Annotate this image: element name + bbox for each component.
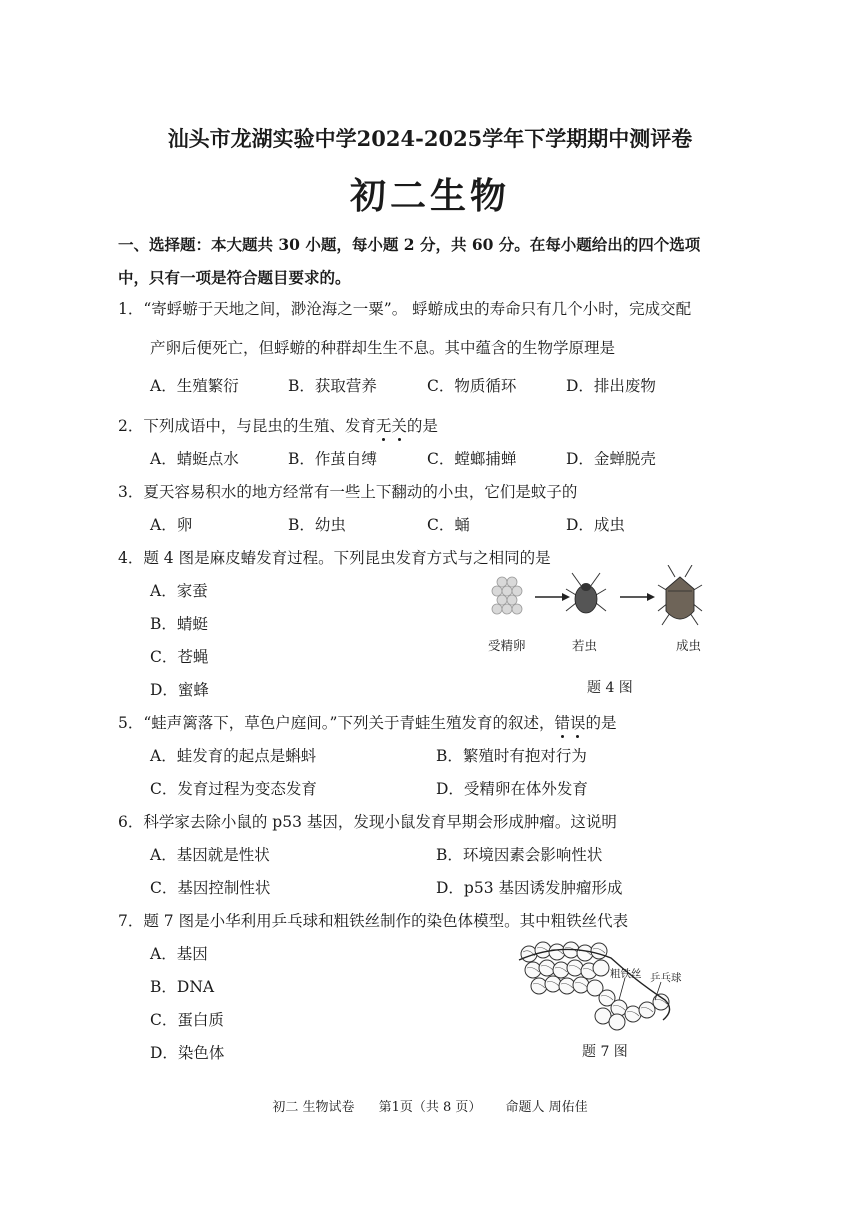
question-5-stem-b: 的是: [585, 714, 617, 732]
section-instructions-line2: 中，只有一项是符合题目要求的。: [118, 268, 351, 287]
question-2-option-a: A．蜻蜓点水: [150, 450, 239, 468]
figure-4-label-adult: 成虫: [676, 638, 702, 653]
figure-4-label-nymph: 若虫: [572, 638, 598, 653]
question-4-option-a: A．家蚕: [150, 582, 208, 600]
question-5-option-c: C．发育过程为变态发育: [150, 780, 317, 798]
question-1-stem-line1: 1．“寄蜉蝣于天地之间，渺沧海之一粟”。 蜉蝣成虫的寿命只有几个小时，完成交配: [118, 300, 692, 318]
question-1-option-d: D．排出废物: [566, 377, 656, 395]
question-3-option-c: C．蛹: [427, 516, 470, 534]
question-1-option-c: C．物质循环: [427, 377, 517, 395]
adult-stink-bug-icon: [658, 565, 702, 625]
question-3-option-a: A．卵: [150, 516, 193, 534]
question-5-option-a: A．蛙发育的起点是蝌蚪: [150, 747, 317, 765]
page-footer: [0, 1096, 860, 1115]
question-7-option-b: B．DNA: [150, 978, 215, 996]
question-2-emphasis-2: 关: [391, 417, 407, 435]
figure-4-caption: 题 4 图: [587, 680, 633, 696]
question-3-option-d: D．成虫: [566, 516, 625, 534]
question-1-stem-line2: 产卵后便死亡，但蜉蝣的种群却生生不息。其中蕴含的生物学原理是: [150, 339, 616, 357]
question-2-stem: [118, 414, 438, 436]
question-5-option-b: B．繁殖时有抱对行为: [436, 747, 587, 765]
question-5-emphasis-2: 误: [569, 714, 586, 732]
question-2-emphasis-1: 无: [375, 417, 392, 435]
arrow-right-icon: [620, 593, 655, 601]
question-3-option-b: B．幼虫: [288, 516, 346, 534]
question-2-option-c: C．螳螂捕蝉: [427, 450, 517, 468]
subject-title: 初二生物: [349, 175, 510, 217]
question-3-stem: 3．夏天容易积水的地方经常有一些上下翻动的小虫，它们是蚊子的: [118, 483, 578, 501]
question-1-option-b: B．获取营养: [288, 377, 377, 395]
egg-cluster-icon: [492, 577, 522, 614]
question-7-option-a: A．基因: [150, 945, 208, 963]
arrow-right-icon: [535, 593, 570, 601]
question-7-option-d: D．染色体: [150, 1044, 225, 1062]
nymph-icon: [566, 573, 606, 613]
question-5-stem: [118, 711, 617, 733]
footer-subject: 初二 生物试卷: [272, 1100, 355, 1115]
question-6-option-d: D．p53 基因诱发肿瘤形成: [436, 879, 623, 897]
figure-7-caption: 题 7 图: [582, 1044, 628, 1060]
question-7-stem: 7．题 7 图是小华利用乒乓球和粗铁丝制作的染色体模型。其中粗铁丝代表: [118, 912, 629, 930]
figure-7-label-pingpong: 乒乓球: [650, 972, 682, 984]
question-6-option-a: A．基因就是性状: [150, 846, 270, 864]
question-7-option-c: C．蛋白质: [150, 1011, 224, 1029]
question-6-option-c: C．基因控制性状: [150, 879, 271, 897]
question-6-stem: 6．科学家去除小鼠的 p53 基因，发现小鼠发育早期会形成肿瘤。这说明: [118, 813, 617, 831]
section-instructions-line1: 一、选择题：本大题共 30 小题，每小题 2 分，共 60 分。在每小题给出的四个选项: [118, 235, 701, 254]
question-6-option-b: B．环境因素会影响性状: [436, 846, 603, 864]
question-2-stem-b: 的是: [406, 417, 438, 435]
question-2-option-b: B．作茧自缚: [288, 450, 377, 468]
question-4-option-d: D．蜜蜂: [150, 681, 209, 699]
question-5-stem-a: 5．“蛙声篱落下，草色户庭间。”下列关于青蛙生殖发育的叙述，: [118, 714, 555, 732]
school-title: 汕头市龙湖实验中学2024-2025学年下学期期中测评卷: [167, 126, 693, 151]
figure-7-label-wire: 粗铁丝: [610, 968, 642, 980]
question-5-emphasis-1: 错: [554, 714, 570, 732]
footer-page-number: 第1页（共 8 页）: [378, 1100, 482, 1115]
question-4-option-b: B．蜻蜓: [150, 615, 208, 633]
question-4-stem: 4．题 4 图是麻皮蝽发育过程。下列昆虫发育方式与之相同的是: [118, 549, 551, 567]
figure-4-label-egg: 受精卵: [488, 638, 526, 653]
question-4-option-c: C．苍蝇: [150, 648, 209, 666]
question-1-option-a: A．生殖繁衍: [150, 377, 239, 395]
question-5-option-d: D．受精卵在体外发育: [436, 780, 588, 798]
question-2-stem-a: 2．下列成语中，与昆虫的生殖、发育: [118, 417, 376, 435]
figure-7-chromosome-model: [515, 940, 705, 1032]
footer-author: 命题人 周佑佳: [505, 1100, 588, 1115]
question-2-option-d: D．金蝉脱壳: [566, 450, 656, 468]
